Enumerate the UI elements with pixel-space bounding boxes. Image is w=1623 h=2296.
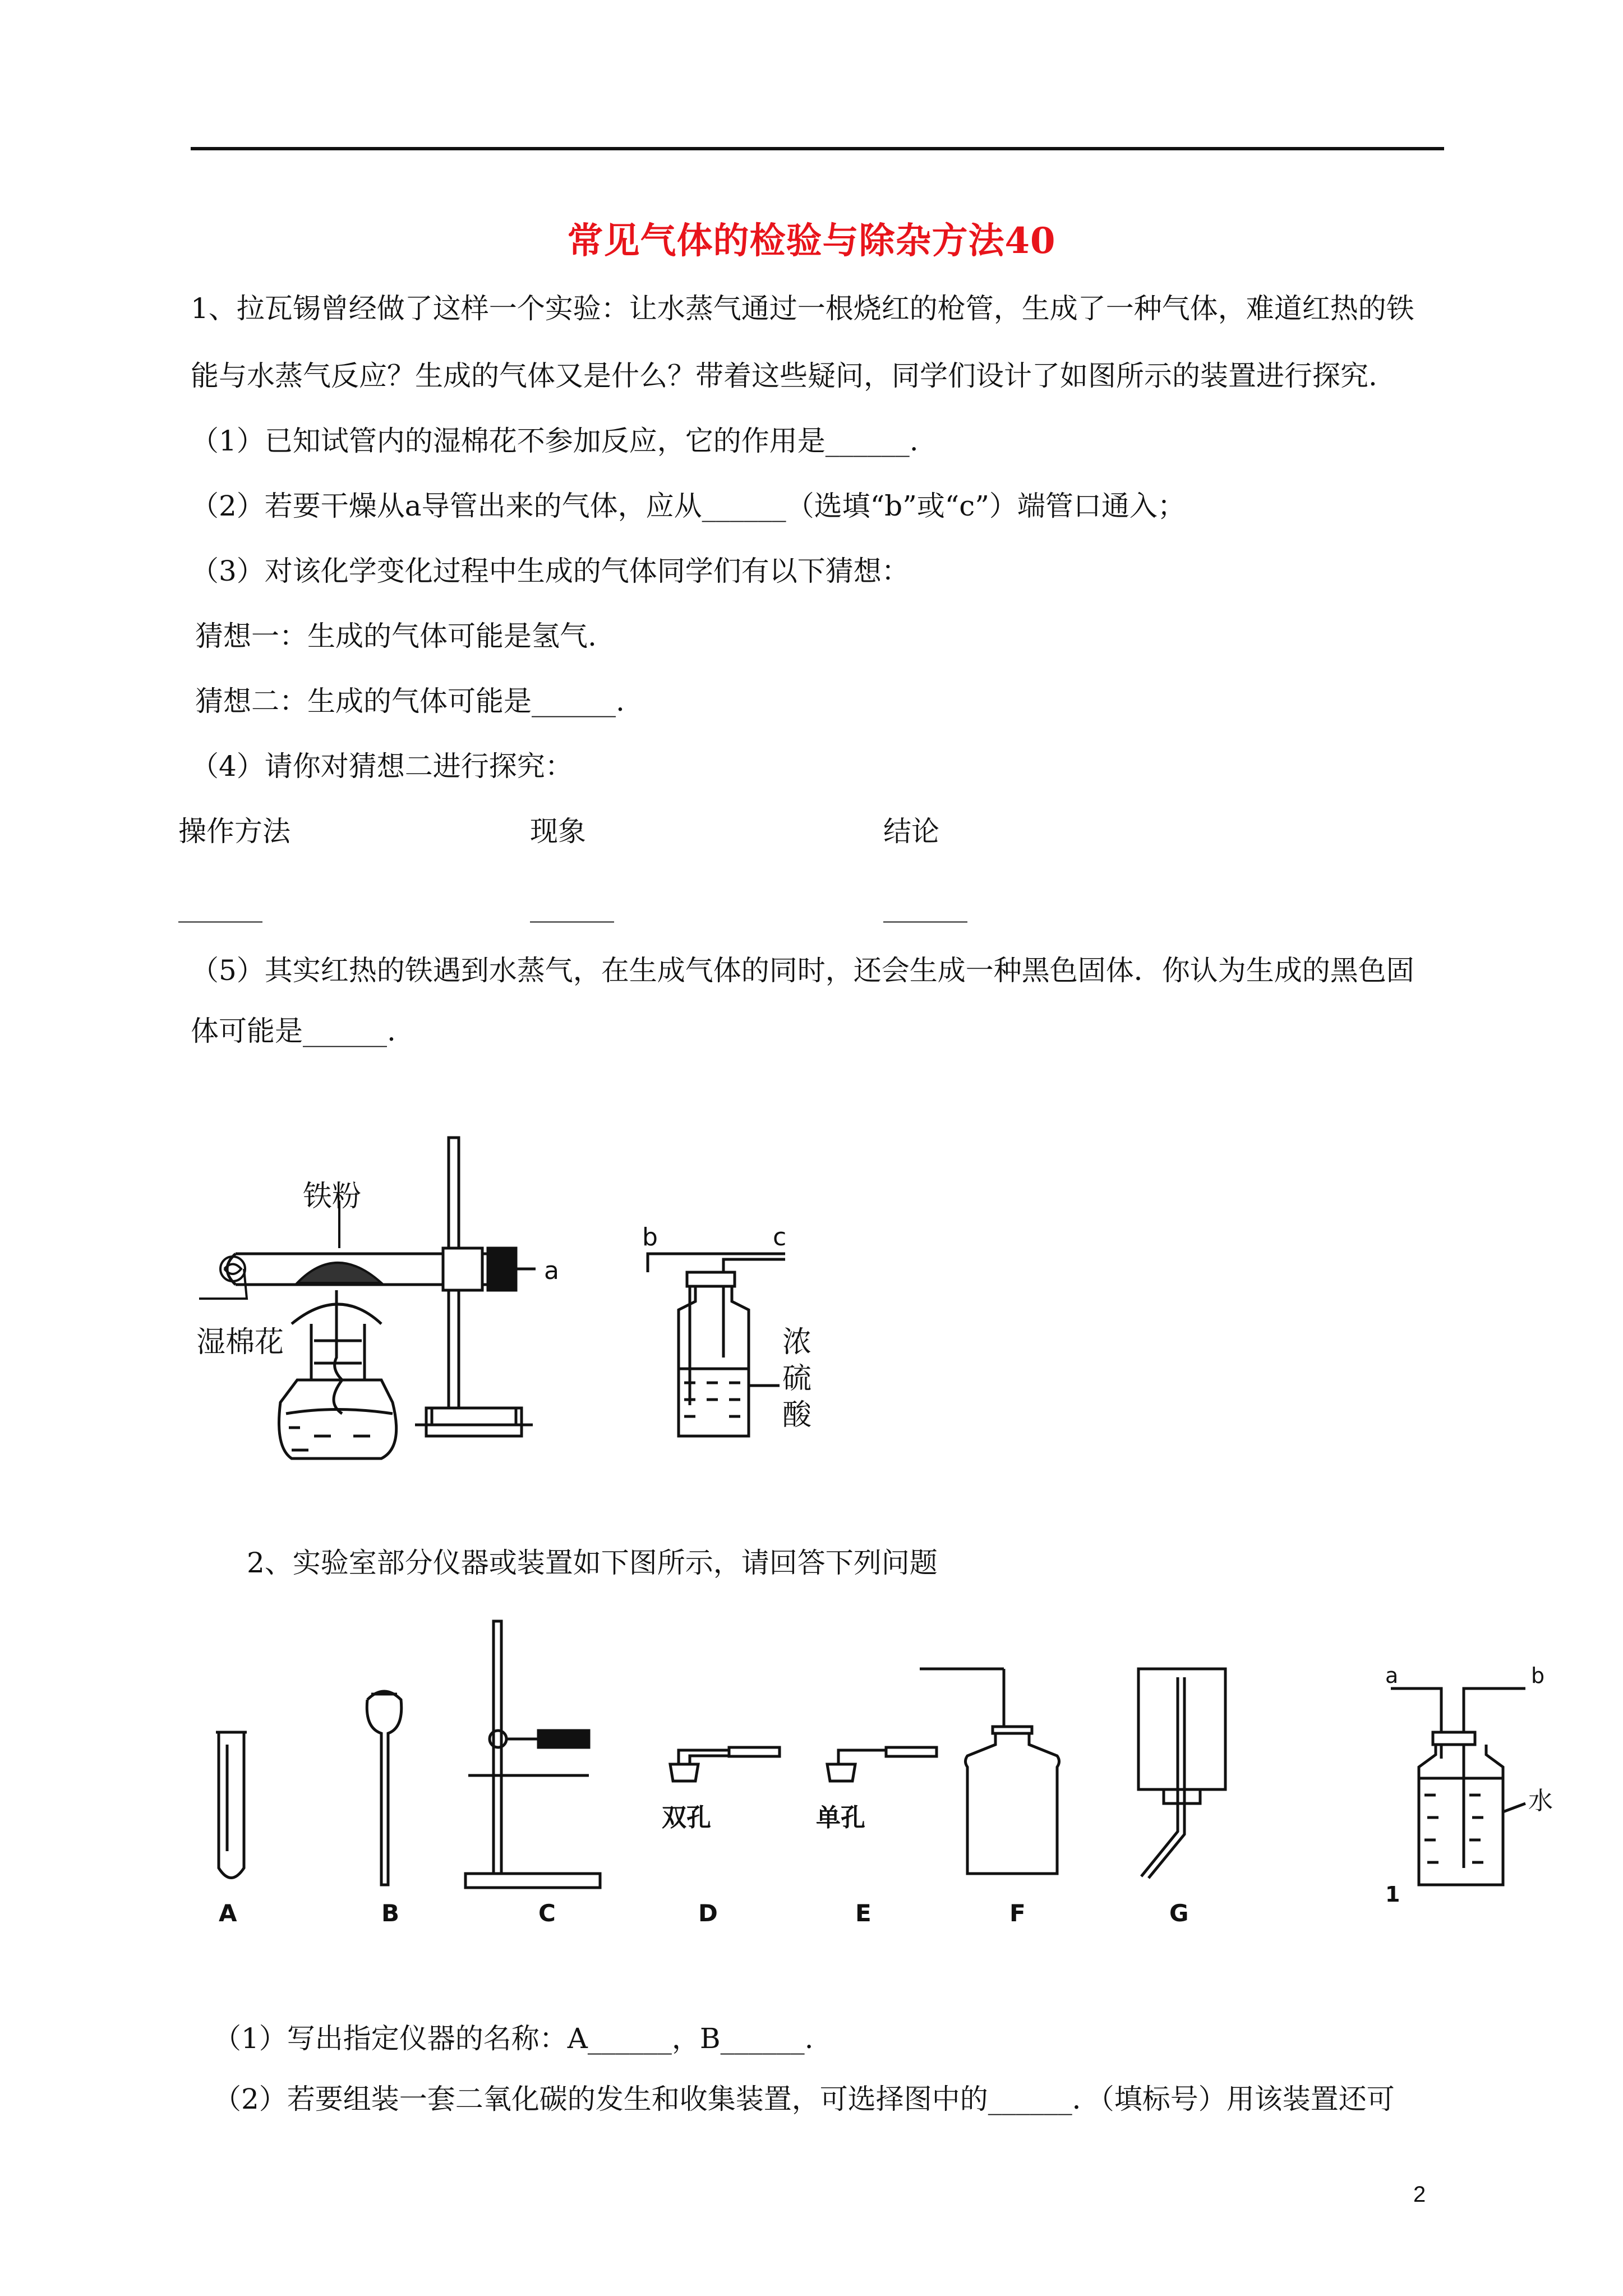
wet-cotton	[199, 1257, 247, 1299]
page-title: 常见气体的检验与除杂方法40	[567, 220, 1056, 262]
alcohol-lamp	[279, 1290, 396, 1458]
q1-part5-line1: （5）其实红热的铁遇到水蒸气，在生成气体的同时，还会生成一种黑色固体．你认为生成的黑色固	[191, 954, 1414, 987]
label-f-instrument: F	[1009, 1899, 1026, 1927]
col-method: 操作方法	[178, 815, 291, 848]
label-a: a	[544, 1257, 559, 1285]
label-d-instrument: D	[698, 1899, 718, 1927]
label-acid-1: 浓	[782, 1326, 812, 1359]
label-b-bottle: b	[1531, 1663, 1545, 1688]
label-acid-3: 酸	[782, 1398, 812, 1432]
label-b: b	[642, 1223, 658, 1251]
q2-intro: 2、实验室部分仪器或装置如下图所示，请回答下列问题	[247, 1547, 938, 1579]
drying-bottle	[648, 1254, 785, 1436]
q1-part5-line2: 体可能是______.	[191, 1015, 396, 1047]
col-phenomenon: 现象	[530, 815, 586, 848]
col-conclusion: 结论	[883, 815, 939, 848]
label-iron-powder: 铁粉	[303, 1180, 362, 1213]
q1-guess2: 猜想二：生成的气体可能是______.	[195, 685, 625, 717]
label-wet-cotton: 湿棉花	[196, 1326, 284, 1359]
q2-part1: （1）写出指定仪器的名称：A______，B______.	[213, 2022, 814, 2055]
q1-intro-line2: 能与水蒸气反应？生成的气体又是什么？带着这些疑问，同学们设计了如图所示的装置进行探究.	[191, 360, 1377, 392]
label-b-instrument: B	[381, 1899, 400, 1927]
page-number: 2	[1413, 2182, 1426, 2207]
q2-part2: （2）若要组装一套二氧化碳的发生和收集装置，可选择图中的______．（填标号）用该装置还可	[213, 2083, 1395, 2115]
q1-part2: （2）若要干燥从a导管出来的气体，应从______（选填“b”或“c”）端管口通入；	[191, 490, 1186, 522]
label-e-instrument: E	[855, 1899, 872, 1927]
label-acid-2: 硫	[782, 1362, 812, 1396]
q1-intro-line1: 1、拉瓦锡曾经做了这样一个实验：让水蒸气通过一根烧红的枪管，生成了一种气体，难道红热的铁	[191, 292, 1414, 325]
label-double-hole: 双孔	[662, 1803, 711, 1832]
label-c: c	[773, 1223, 787, 1251]
blank-method: ______	[178, 890, 262, 923]
label-a-instrument: A	[219, 1899, 237, 1927]
blank-phenomenon: ______	[530, 890, 614, 923]
q1-guess1: 猜想一：生成的气体可能是氢气.	[195, 620, 597, 652]
label-g-instrument: G	[1169, 1899, 1189, 1927]
label-number-1: 1	[1385, 1882, 1400, 1907]
q1-part1: （1）已知试管内的湿棉花不参加反应，它的作用是______.	[191, 425, 919, 457]
q1-part3: （3）对该化学变化过程中生成的气体同学们有以下猜想：	[191, 555, 910, 587]
label-single-hole: 单孔	[816, 1803, 865, 1832]
label-c-instrument: C	[538, 1899, 556, 1927]
blank-conclusion: ______	[883, 890, 967, 923]
q1-part4: （4）请你对猜想二进行探究：	[191, 750, 573, 783]
label-a-bottle: a	[1385, 1663, 1399, 1688]
label-water: 水	[1528, 1787, 1553, 1815]
